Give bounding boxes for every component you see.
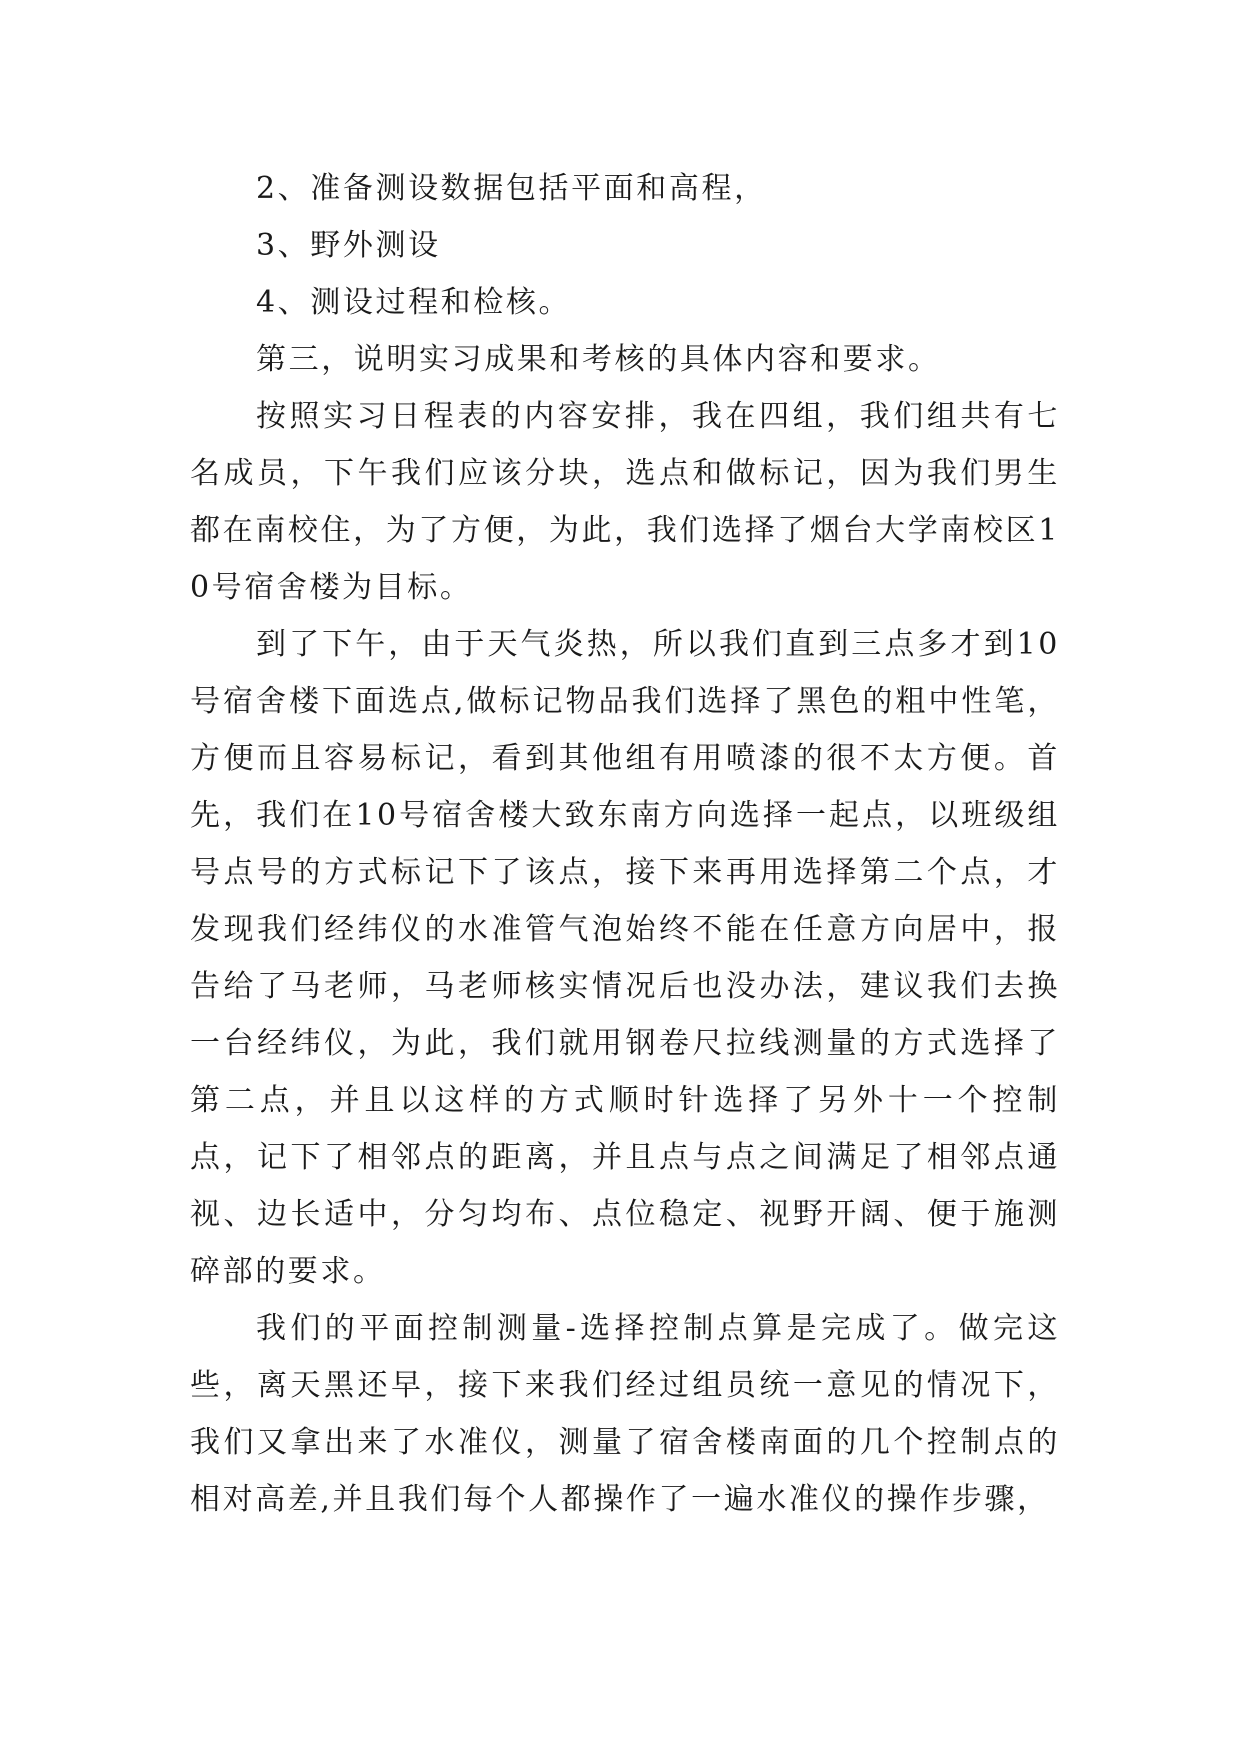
- paragraph-step-2: 2、准备测设数据包括平面和高程，: [256, 171, 767, 206]
- paragraph-afternoon: 到了下午，由于天气炎热，所以我们直到三点多才到10号宿舍楼下面选点,做标记物品我们选择了黑色的粗中性笔，方便而且容易标记，看到其他组有用喷漆的很不太方便。首先，我们在10号宿舍楼大致东南方向选择一起点，以班级组号点号的方式标记下了该点，接下来再用选择第二个点，才发现我们经纬仪的水准管气泡始终不能在任意方向居中，报告给了马老师，马老师核实情况后也没办法，建议我们去换一台经纬仪，为此，我们就用钢卷尺拉线测量的方式选择了第二点，并且以这样的方式顺时针选择了另外十一个控制点，记下了相邻点的距离，并且点与点之间满足了相邻点通视、边长适中，分匀均布、点位稳定、视野开阔、便于施测碎部的要求。: [190, 627, 1060, 1289]
- paragraph-section-three: 第三，说明实习成果和考核的具体内容和要求。: [256, 342, 941, 377]
- paragraph-step-4: 4、测设过程和检核。: [256, 285, 572, 320]
- paragraph-control-survey: 我们的平面控制测量-选择控制点算是完成了。做完这些，离天黑还早，接下来我们经过组员统一意见的情况下，我们又拿出来了水准仪，测量了宿舍楼南面的几个控制点的相对高差,并且我们每个人都操作了一遍水准仪的操作步骤，: [190, 1311, 1060, 1517]
- document-body: [190, 160, 1060, 1528]
- paragraph-step-3: 3、野外测设: [256, 228, 441, 263]
- paragraph-schedule: 按照实习日程表的内容安排，我在四组，我们组共有七名成员，下午我们应该分块，选点和做标记，因为我们男生都在南校住，为了方便，为此，我们选择了烟台大学南校区10号宿舍楼为目标。: [190, 399, 1060, 605]
